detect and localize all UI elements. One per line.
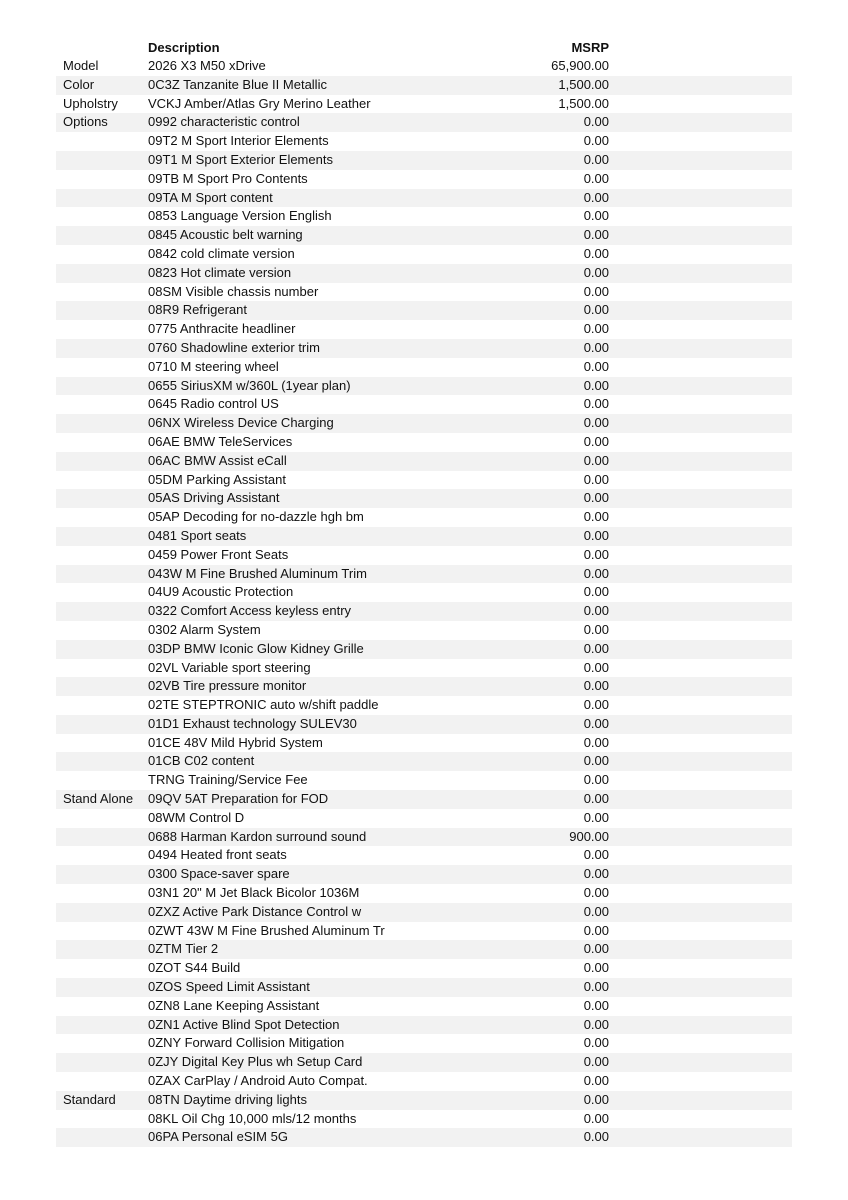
- row-msrp: 0.00: [583, 509, 609, 525]
- row-msrp: 0.00: [583, 339, 609, 355]
- table-body: [56, 57, 792, 1147]
- row-description: 08KL Oil Chg 10,000 mls/12 months: [148, 1110, 357, 1126]
- row-msrp: 0.00: [583, 433, 609, 449]
- row-description: 2026 X3 M50 xDrive: [148, 58, 266, 73]
- row-description: 0ZAX CarPlay / Android Auto Compat.: [148, 1073, 368, 1089]
- table-row: [56, 452, 792, 471]
- row-msrp: 0.00: [583, 133, 609, 149]
- table-row: [56, 1128, 792, 1147]
- row-description: 09TB M Sport Pro Contents: [148, 170, 308, 186]
- table-row: [56, 113, 792, 132]
- row-msrp: 0.00: [583, 659, 609, 675]
- row-msrp: 0.00: [583, 1016, 609, 1032]
- row-msrp: 0.00: [583, 640, 609, 656]
- table-row: [56, 433, 792, 452]
- row-description: 0C3Z Tanzanite Blue II Metallic: [148, 76, 327, 92]
- row-msrp: 0.00: [583, 621, 609, 637]
- row-description: 0302 Alarm System: [148, 621, 261, 637]
- table-row: [56, 1110, 792, 1129]
- row-msrp: 0.00: [583, 753, 609, 769]
- row-msrp: 0.00: [583, 283, 609, 299]
- row-msrp: 65,900.00: [551, 58, 609, 73]
- row-description: 0ZOS Speed Limit Assistant: [148, 979, 310, 995]
- table-row: [56, 1072, 792, 1091]
- row-msrp: 0.00: [583, 960, 609, 976]
- row-msrp: 0.00: [583, 151, 609, 167]
- table-row: [56, 752, 792, 771]
- table-row: [56, 414, 792, 433]
- table-row: [56, 659, 792, 678]
- row-description: 01CE 48V Mild Hybrid System: [148, 734, 323, 750]
- row-description: 02TE STEPTRONIC auto w/shift paddle: [148, 697, 379, 713]
- table-row: [56, 57, 792, 76]
- msrp-header: MSRP: [571, 40, 609, 55]
- row-description: 0494 Heated front seats: [148, 847, 287, 863]
- row-msrp: 0.00: [583, 809, 609, 825]
- row-description: 03DP BMW Iconic Glow Kidney Grille: [148, 640, 364, 656]
- table-row: [56, 339, 792, 358]
- row-description: 0760 Shadowline exterior trim: [148, 339, 320, 355]
- table-row: [56, 846, 792, 865]
- row-description: 0ZNY Forward Collision Mitigation: [148, 1035, 345, 1051]
- table-row: [56, 1034, 792, 1053]
- row-description: 01D1 Exhaust technology SULEV30: [148, 715, 357, 731]
- table-row: [56, 922, 792, 941]
- row-description: 0655 SiriusXM w/360L (1year plan): [148, 377, 351, 393]
- table-row: [56, 602, 792, 621]
- row-description: 0842 cold climate version: [148, 245, 295, 261]
- row-msrp: 0.00: [583, 452, 609, 468]
- row-msrp: 0.00: [583, 715, 609, 731]
- table-row: [56, 790, 792, 809]
- row-msrp: 0.00: [583, 358, 609, 374]
- table-row: [56, 320, 792, 339]
- row-msrp: 1,500.00: [558, 95, 609, 111]
- row-msrp: 0.00: [583, 227, 609, 243]
- row-description: 0710 M steering wheel: [148, 358, 279, 374]
- row-description: 03N1 20" M Jet Black Bicolor 1036M: [148, 885, 360, 901]
- row-description: 0645 Radio control US: [148, 396, 279, 412]
- description-header: Description: [148, 40, 220, 55]
- row-msrp: 0.00: [583, 697, 609, 713]
- row-msrp: 900.00: [569, 828, 609, 844]
- row-msrp: 0.00: [583, 772, 609, 788]
- row-description: 06AE BMW TeleServices: [148, 433, 293, 449]
- table-row: [56, 1091, 792, 1110]
- row-category: Model: [63, 58, 99, 73]
- table-row: [56, 471, 792, 490]
- table-row: [56, 76, 792, 95]
- row-description: 0459 Power Front Seats: [148, 546, 289, 562]
- row-msrp: 0.00: [583, 1091, 609, 1107]
- table-row: [56, 358, 792, 377]
- table-row: [56, 734, 792, 753]
- row-description: 0823 Hot climate version: [148, 264, 292, 280]
- table-row: [56, 565, 792, 584]
- row-category: Stand Alone: [63, 791, 134, 807]
- table-row: [56, 264, 792, 283]
- table-row: [56, 301, 792, 320]
- row-description: 0322 Comfort Access keyless entry: [148, 603, 352, 619]
- row-description: 0688 Harman Kardon surround sound: [148, 828, 367, 844]
- table-row: [56, 207, 792, 226]
- table-row: [56, 245, 792, 264]
- row-msrp: 0.00: [583, 396, 609, 412]
- table-row: [56, 865, 792, 884]
- table-row: [56, 903, 792, 922]
- row-msrp: 0.00: [583, 903, 609, 919]
- row-description: 06PA Personal eSIM 5G: [148, 1129, 288, 1145]
- table-row: [56, 1016, 792, 1035]
- row-msrp: 0.00: [583, 922, 609, 938]
- table-row: [56, 189, 792, 208]
- row-msrp: 0.00: [583, 847, 609, 863]
- row-msrp: 1,500.00: [558, 76, 609, 92]
- row-msrp: 0.00: [583, 114, 609, 130]
- row-msrp: 0.00: [583, 471, 609, 487]
- table-row: [56, 508, 792, 527]
- row-description: 0ZWT 43W M Fine Brushed Aluminum Tr: [148, 922, 385, 938]
- row-description: 0481 Sport seats: [148, 527, 247, 543]
- table-row: [56, 978, 792, 997]
- table-row: [56, 959, 792, 978]
- row-description: 01CB C02 content: [148, 753, 255, 769]
- table-row: [56, 677, 792, 696]
- row-category: Standard: [63, 1091, 116, 1107]
- table-row: [56, 828, 792, 847]
- row-msrp: 0.00: [583, 885, 609, 901]
- row-msrp: 0.00: [583, 377, 609, 393]
- row-msrp: 0.00: [583, 1129, 609, 1145]
- table-row: [56, 771, 792, 790]
- row-description: 0ZN1 Active Blind Spot Detection: [148, 1016, 340, 1032]
- table-row: [56, 527, 792, 546]
- row-description: 0845 Acoustic belt warning: [148, 227, 303, 243]
- row-msrp: 0.00: [583, 791, 609, 807]
- row-description: 05AS Driving Assistant: [148, 490, 280, 506]
- row-description: 04U9 Acoustic Protection: [148, 584, 294, 600]
- row-description: 0ZOT S44 Build: [148, 960, 241, 976]
- row-description: TRNG Training/Service Fee: [148, 772, 308, 788]
- row-msrp: 0.00: [583, 208, 609, 224]
- row-msrp: 0.00: [583, 170, 609, 186]
- row-msrp: 0.00: [583, 245, 609, 261]
- row-description: 09QV 5AT Preparation for FOD: [148, 791, 329, 807]
- row-msrp: 0.00: [583, 527, 609, 543]
- row-description: 0ZTM Tier 2: [148, 941, 219, 957]
- row-msrp: 0.00: [583, 1110, 609, 1126]
- row-description: 06NX Wireless Device Charging: [148, 415, 334, 431]
- table-row: [56, 170, 792, 189]
- row-description: 09T2 M Sport Interior Elements: [148, 133, 329, 149]
- table-row: [56, 583, 792, 602]
- row-msrp: 0.00: [583, 734, 609, 750]
- row-category: Upholstry: [63, 95, 118, 111]
- table-row: [56, 546, 792, 565]
- row-msrp: 0.00: [583, 1035, 609, 1051]
- table-row: [56, 95, 792, 114]
- row-msrp: 0.00: [583, 490, 609, 506]
- row-msrp: 0.00: [583, 1073, 609, 1089]
- price-sheet: [56, 38, 792, 1147]
- row-description: 05AP Decoding for no-dazzle hgh bm: [148, 509, 364, 525]
- row-msrp: 0.00: [583, 979, 609, 995]
- row-category: Color: [63, 76, 95, 92]
- table-row: [56, 1053, 792, 1072]
- row-description: 0300 Space-saver spare: [148, 866, 290, 882]
- row-description: 0853 Language Version English: [148, 208, 332, 224]
- row-msrp: 0.00: [583, 678, 609, 694]
- table-row: [56, 489, 792, 508]
- row-msrp: 0.00: [583, 189, 609, 205]
- row-msrp: 0.00: [583, 565, 609, 581]
- table-row: [56, 621, 792, 640]
- row-description: 06AC BMW Assist eCall: [148, 452, 287, 468]
- row-description: 08SM Visible chassis number: [148, 283, 319, 299]
- row-description: 0ZN8 Lane Keeping Assistant: [148, 997, 320, 1013]
- row-description: 08R9 Refrigerant: [148, 302, 247, 318]
- row-description: 08WM Control D: [148, 809, 245, 825]
- table-row: [56, 715, 792, 734]
- table-row: [56, 884, 792, 903]
- row-msrp: 0.00: [583, 302, 609, 318]
- row-description: 05DM Parking Assistant: [148, 471, 287, 487]
- table-row: [56, 151, 792, 170]
- row-description: 09T1 M Sport Exterior Elements: [148, 151, 333, 167]
- row-msrp: 0.00: [583, 584, 609, 600]
- row-category: Options: [63, 114, 108, 130]
- table-row: [56, 696, 792, 715]
- row-description: 0ZJY Digital Key Plus wh Setup Card: [148, 1054, 363, 1070]
- row-msrp: 0.00: [583, 997, 609, 1013]
- table-row: [56, 395, 792, 414]
- row-description: 02VB Tire pressure monitor: [148, 678, 307, 694]
- row-msrp: 0.00: [583, 941, 609, 957]
- row-description: 02VL Variable sport steering: [148, 659, 311, 675]
- table-row: [56, 809, 792, 828]
- row-description: VCKJ Amber/Atlas Gry Merino Leather: [148, 95, 371, 111]
- row-description: 09TA M Sport content: [148, 189, 273, 205]
- row-description: 0775 Anthracite headliner: [148, 321, 296, 337]
- row-msrp: 0.00: [583, 603, 609, 619]
- table-row: [56, 940, 792, 959]
- row-msrp: 0.00: [583, 866, 609, 882]
- row-description: 08TN Daytime driving lights: [148, 1091, 307, 1107]
- row-msrp: 0.00: [583, 415, 609, 431]
- table-header: [56, 38, 792, 57]
- table-row: [56, 377, 792, 396]
- table-row: [56, 283, 792, 302]
- row-description: 043W M Fine Brushed Aluminum Trim: [148, 565, 367, 581]
- row-description: 0ZXZ Active Park Distance Control w: [148, 903, 362, 919]
- row-msrp: 0.00: [583, 321, 609, 337]
- table-row: [56, 132, 792, 151]
- table-row: [56, 997, 792, 1016]
- row-msrp: 0.00: [583, 264, 609, 280]
- row-description: 0992 characteristic control: [148, 114, 300, 130]
- table-row: [56, 226, 792, 245]
- row-msrp: 0.00: [583, 1054, 609, 1070]
- table-row: [56, 640, 792, 659]
- row-msrp: 0.00: [583, 546, 609, 562]
